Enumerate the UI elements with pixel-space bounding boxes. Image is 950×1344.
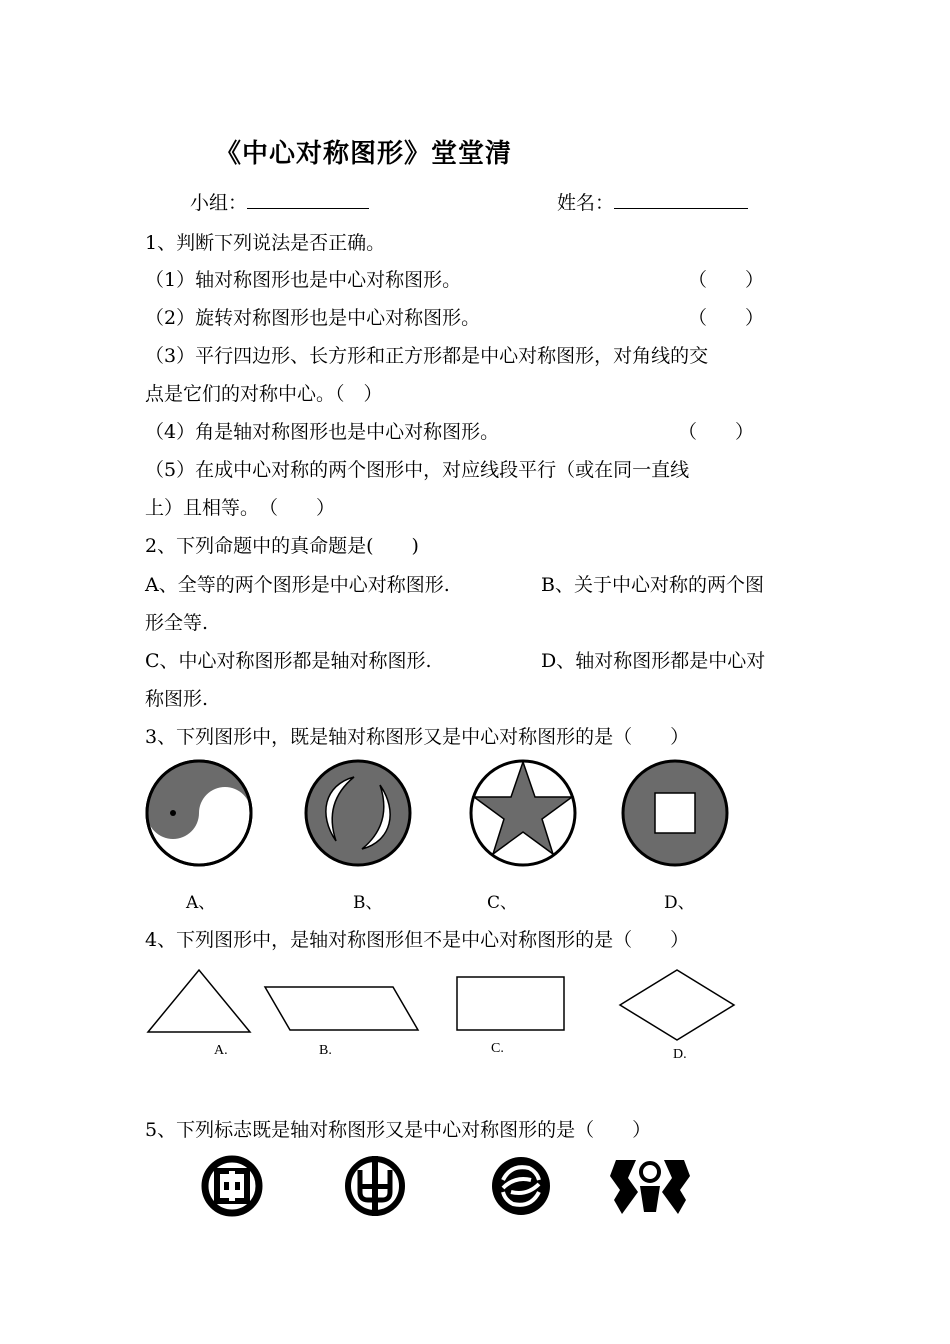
q2-option-a[interactable]: A、全等的两个图形是中心对称图形. xyxy=(145,574,450,596)
name-label: 姓名： xyxy=(557,192,615,214)
q4-label-d: D. xyxy=(673,1047,687,1062)
q3-label-b: B、 xyxy=(353,893,383,913)
q4-figures xyxy=(140,962,750,1042)
q4-label-a: A. xyxy=(214,1043,228,1058)
q3-figures xyxy=(140,758,750,868)
q1-answer-2[interactable]: （ ） xyxy=(688,307,765,329)
q5-logo-2-bank-icon[interactable] xyxy=(348,1156,402,1216)
q1-item-3-cont: 点是它们的对称中心。（ ） xyxy=(145,383,383,405)
q4-figure-b-parallelogram[interactable] xyxy=(265,987,418,1030)
q1-stem: 1、判断下列说法是否正确。 xyxy=(145,232,386,254)
q1-answer-1[interactable]: （ ） xyxy=(688,269,765,291)
q5-logos xyxy=(190,1152,700,1222)
q3-label-c: C、 xyxy=(487,893,518,913)
q2-stem: 2、下列命题中的真命题是( ) xyxy=(145,535,419,557)
q4-figure-a-triangle[interactable] xyxy=(148,970,250,1032)
group-blank[interactable] xyxy=(247,208,369,209)
q3-figure-a-yinyang[interactable] xyxy=(147,761,251,865)
q3-figure-c-star[interactable] xyxy=(471,761,575,865)
q1-item-5: （5）在成中心对称的两个图形中，对应线段平行（或在同一直线 xyxy=(145,459,690,481)
q1-item-2: （2）旋转对称图形也是中心对称图形。 xyxy=(145,307,481,329)
page-title: 《中心对称图形》堂堂清 xyxy=(215,139,513,169)
q3-stem: 3、下列图形中，既是轴对称图形又是中心对称图形的是（ ） xyxy=(145,726,690,748)
q1-item-5-cont: 上）且相等。 （ ） xyxy=(145,497,336,519)
q3-figure-b-crescents[interactable] xyxy=(306,761,410,865)
q1-item-1: （1）轴对称图形也是中心对称图形。 xyxy=(145,269,462,291)
q2-option-d[interactable]: D、轴对称图形都是中心对 xyxy=(541,650,766,672)
q3-label-a: A、 xyxy=(186,893,216,913)
q2-option-c[interactable]: C、中心对称图形都是轴对称图形. xyxy=(145,650,432,672)
q5-stem: 5、下列标志既是轴对称图形又是中心对称图形的是（ ） xyxy=(145,1119,652,1141)
q2-option-b-cont: 形全等. xyxy=(145,612,209,634)
q1-answer-4[interactable]: （ ） xyxy=(678,421,755,443)
q1-item-3: （3）平行四边形、长方形和正方形都是中心对称图形，对角线的交 xyxy=(145,345,709,367)
q2-option-b[interactable]: B、关于中心对称的两个图 xyxy=(541,574,764,596)
q1-item-4: （4）角是轴对称图形也是中心对称图形。 xyxy=(145,421,500,443)
name-blank[interactable] xyxy=(614,208,748,209)
q2-option-d-cont: 称图形. xyxy=(145,688,209,710)
group-field xyxy=(190,188,369,215)
q4-label-b: B. xyxy=(319,1043,332,1058)
q5-logo-1-bank-icon[interactable] xyxy=(205,1159,259,1213)
q4-figure-c-rectangle[interactable] xyxy=(457,977,564,1030)
q4-label-c: C. xyxy=(491,1041,504,1056)
q3-label-d: D、 xyxy=(664,893,695,913)
q5-logo-4-bank-icon[interactable] xyxy=(610,1160,690,1214)
q5-logo-3-mobile-icon[interactable] xyxy=(492,1157,550,1215)
q4-stem: 4、下列图形中，是轴对称图形但不是中心对称图形的是（ ） xyxy=(145,929,690,951)
q4-figure-d-rhombus[interactable] xyxy=(620,970,734,1040)
name-field xyxy=(557,188,748,215)
group-label: 小组： xyxy=(190,192,248,214)
q3-figure-d-coin[interactable] xyxy=(623,761,727,865)
